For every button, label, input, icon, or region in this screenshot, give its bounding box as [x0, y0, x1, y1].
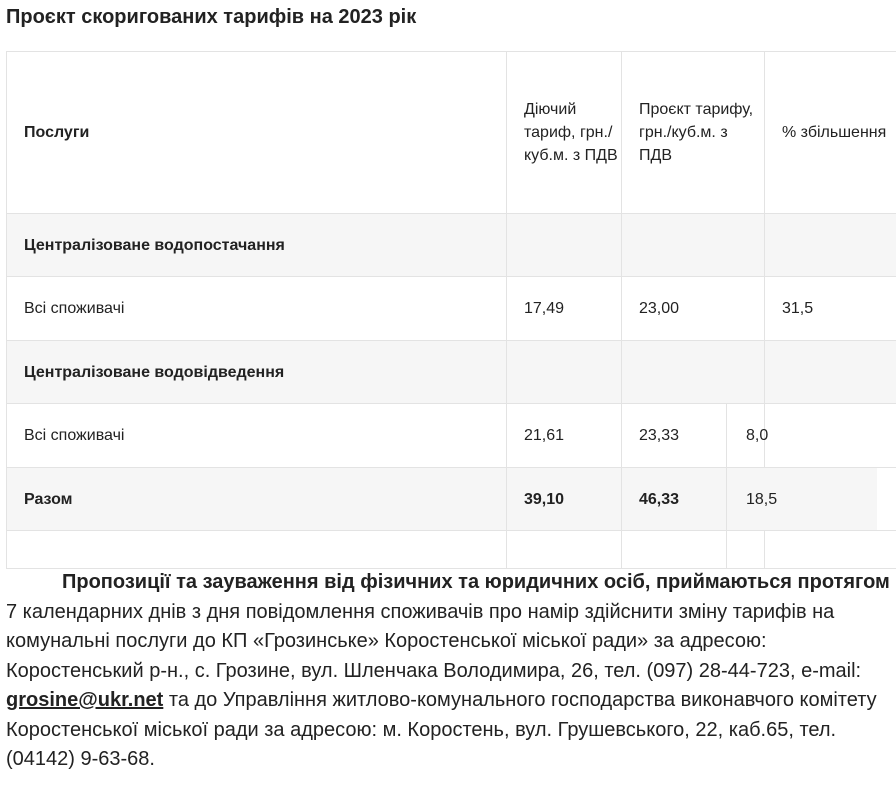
- cell-current: 21,61: [507, 404, 622, 468]
- table-row: [7, 404, 896, 468]
- tariff-table: [6, 51, 896, 569]
- section-title: Централізоване водопостачання: [7, 214, 507, 277]
- total-row: [7, 468, 896, 531]
- total-label: Разом: [7, 468, 507, 531]
- table-header-row: [7, 52, 896, 214]
- total-increase: 18,5: [746, 468, 878, 531]
- section-title: Централізоване водовідведення: [7, 341, 507, 404]
- notice-lead: Пропозиції та зауваження від фізичних та юридичних осіб, приймаються протягом: [62, 571, 890, 593]
- header-service: Послуги: [7, 52, 507, 214]
- cell-project: 23,33: [622, 404, 765, 468]
- total-project: 46,33: [622, 468, 765, 531]
- section-row: [7, 341, 896, 404]
- header-increase: % збільшення: [765, 52, 896, 214]
- section-row: [7, 214, 896, 277]
- cell-project: 23,00: [622, 277, 765, 341]
- notice-text-2: та до Управління житлово-комунального господарства виконавчого комітету Коростенської міської ради за адресою: м. Коростень, вул. Грушевського, 22, каб.65, тел. (04142) 9-63-68.: [6, 689, 877, 770]
- row-label: Всі споживачі: [7, 404, 507, 468]
- notice-paragraph: [6, 568, 894, 775]
- email-link[interactable]: grosine@ukr.net: [6, 689, 164, 711]
- cell-increase: 31,5: [765, 277, 896, 341]
- table-row: [7, 277, 896, 341]
- cell-current: 17,49: [507, 277, 622, 341]
- cell-increase: 8,0: [746, 404, 878, 468]
- page-title: Проєкт скоригованих тарифів на 2023 рік: [6, 6, 417, 28]
- header-current-tariff: Діючий тариф, грн./ куб.м. з ПДВ: [507, 52, 622, 214]
- notice-text-1: 7 календарних днів з дня повідомлення споживачів про намір здійснити зміну тарифів на комунальні послуги до КП «Грозинське» Коростенської міської ради» за адресою: Коростенський р-н., с. Грозине, вул. Шленчака Володимира, 26, тел. (097) 28-44-723, e-mail:: [6, 600, 862, 682]
- empty-row: [7, 531, 896, 569]
- row-label: Всі споживачі: [7, 277, 507, 341]
- total-current: 39,10: [507, 468, 622, 531]
- header-project-tariff: Проєкт тарифу, грн./куб.м. з ПДВ: [622, 52, 765, 214]
